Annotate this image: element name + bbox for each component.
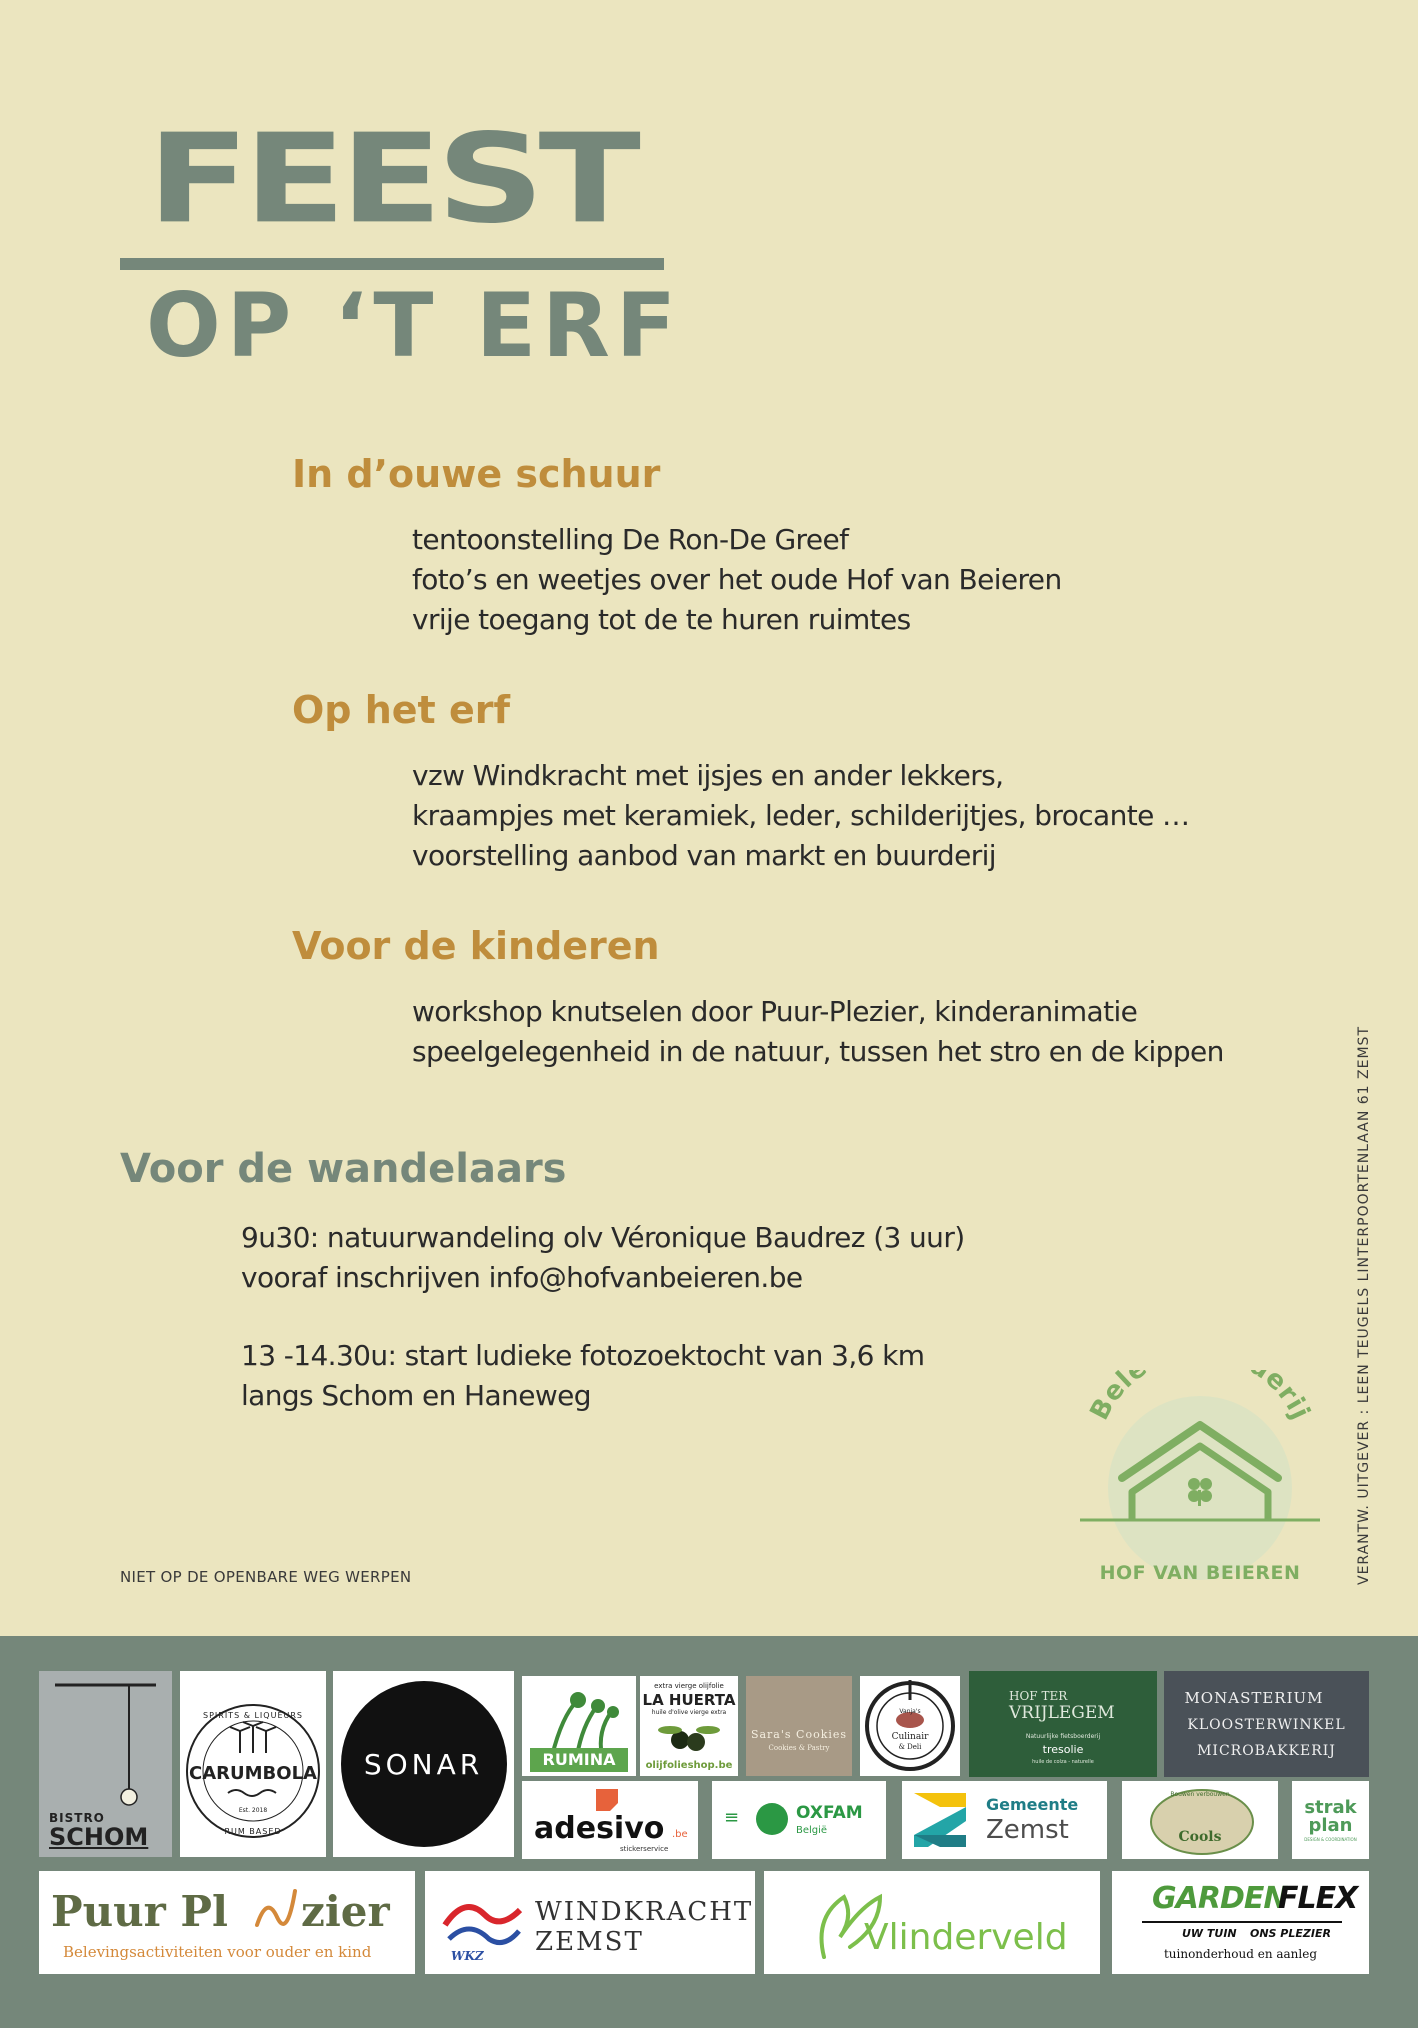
vrijlegem-brand: tresolie	[1042, 1743, 1084, 1756]
cools-oval	[1150, 1789, 1254, 1855]
section-body-schuur	[412, 520, 1062, 640]
carumbola-ring-bottom: RUM BASED	[224, 1827, 282, 1836]
gardenflex-tag-2: ONS PLEZIER	[1250, 1927, 1331, 1940]
section-body-kinderen	[412, 992, 1224, 1072]
rumina-text: RUMINA	[542, 1750, 616, 1769]
title-sub: OP ‘T ERF	[146, 274, 683, 377]
walkers-line: vooraf inschrijven info@hofvanbeieren.be	[241, 1261, 803, 1294]
vrijlegem-sub: Natuurlijke fietsboerderij	[1025, 1733, 1101, 1740]
sonar-text: SONAR	[363, 1747, 484, 1781]
gardenflex-sub: tuinonderhoud en aanleg	[1163, 1947, 1318, 1961]
walkers-line: 13 -14.30u: start ludieke fotozoektocht van 3,6 km	[241, 1339, 925, 1372]
carumbola-ring-top: SPIRITS & LIQUEURS	[203, 1711, 303, 1720]
sponsor-bistro-schom	[39, 1671, 172, 1857]
sponsor-la-huerta	[640, 1676, 738, 1776]
section-body-erf	[412, 756, 1189, 876]
sponsor-hof-ter-vrijlegem	[969, 1671, 1157, 1777]
gardenflex-main-2: FLEX	[1278, 1881, 1358, 1916]
section-heading-wandelaars: Voor de wandelaars	[120, 1146, 567, 1192]
culinair-sub: & Deli	[898, 1743, 922, 1751]
section-line: workshop knutselen door Puur-Plezier, kinderanimatie	[412, 995, 1138, 1028]
zemst-top: Gemeente	[986, 1795, 1079, 1814]
sponsor-vlinderveld	[764, 1871, 1100, 1974]
section-line: vzw Windkracht met ijsjes en ander lekkers,	[412, 759, 1004, 792]
adesivo-main: adesivo	[534, 1811, 665, 1846]
oxfam-sub: België	[796, 1825, 828, 1836]
section-line: voorstelling aanbod van markt en buurderij	[412, 839, 996, 872]
walkers-body	[241, 1218, 965, 1416]
section-line: kraampjes met keramiek, leder, schilderijtjes, brocante …	[412, 799, 1190, 832]
publisher-line: VERANTW. UITGEVER : LEEN TEUGELS LINTERPOORTENLAAN 61 ZEMST	[1356, 1026, 1372, 1585]
section-line: vrije toegang tot de te huren ruimtes	[412, 603, 911, 636]
carumbola-main: CARUMBOLA	[189, 1763, 317, 1784]
gardenflex-tag-1: UW TUIN	[1182, 1927, 1237, 1940]
section-line: foto’s en weetjes over het oude Hof van Beieren	[412, 563, 1062, 596]
sponsor-gardenflex	[1112, 1871, 1369, 1974]
oxfam-logo-icon	[756, 1803, 788, 1835]
sponsor-carumbola	[180, 1671, 326, 1857]
vrijlegem-top: HOF TER	[1009, 1689, 1068, 1703]
zemst-z-icon	[910, 1789, 970, 1851]
bistro-main: SCHOM	[49, 1823, 149, 1851]
puur-main-2: zier	[301, 1887, 390, 1936]
olive-icon	[640, 1718, 738, 1758]
adesivo-tld: .be	[672, 1829, 688, 1840]
bistro-top: BISTRO	[49, 1811, 105, 1825]
hof-van-beieren-logo	[1080, 1370, 1320, 1590]
saras-main: Sara's Cookies	[750, 1728, 848, 1741]
cools-main: Cools	[1178, 1829, 1222, 1845]
windkracht-l2: ZEMST	[535, 1927, 644, 1957]
sponsor-sonar	[333, 1671, 514, 1857]
title-main: FEEST	[147, 108, 635, 251]
wkz-badge: WKZ	[451, 1949, 484, 1963]
lahuerta-top: extra vierge olijfolie	[654, 1682, 724, 1690]
section-line: speelgelegenheid in de natuur, tussen het stro en de kippen	[412, 1035, 1224, 1068]
farmhouse-icon	[1080, 1370, 1320, 1590]
sonar-disc	[341, 1681, 507, 1847]
puur-sub: Belevingsactiviteiten voor ouder en kind	[63, 1943, 372, 1961]
vlinderveld-text: Vlinderveld	[864, 1917, 1068, 1958]
sponsor-saras-cookies	[746, 1676, 852, 1776]
saras-sub: Cookies & Pastry	[768, 1744, 830, 1752]
culinair-main: Culinair	[891, 1732, 929, 1742]
strakplan-sub: DESIGN & COORDINATION	[1304, 1837, 1357, 1842]
section-line: tentoonstelling De Ron-De Greef	[412, 523, 849, 556]
section-heading-kinderen: Voor de kinderen	[292, 924, 660, 968]
walkers-line: langs Schom en Haneweg	[241, 1379, 591, 1412]
section-heading-schuur: In d’ouwe schuur	[292, 452, 661, 496]
culinair-top: Vanja's	[899, 1708, 921, 1715]
menu-lines-icon: ≡	[724, 1807, 740, 1828]
zemst-main: Zemst	[986, 1815, 1069, 1845]
lahuerta-sub: huile d'olive vierge extra	[651, 1709, 727, 1716]
sponsor-cools	[1122, 1781, 1278, 1859]
vrijlegem-tag: huile de colza - naturelle	[1032, 1759, 1094, 1765]
title-underline	[120, 258, 664, 270]
footer-note: NIET OP DE OPENBARE WEG WERPEN	[120, 1568, 412, 1586]
sponsor-gemeente-zemst	[902, 1781, 1107, 1859]
sponsor-culinair	[860, 1676, 960, 1776]
carumbola-est: Est. 2018	[238, 1807, 268, 1814]
windkracht-l1: WINDKRACHT	[535, 1897, 754, 1927]
sponsor-oxfam	[712, 1781, 886, 1859]
culinair-emblem-icon	[860, 1676, 960, 1776]
cools-top: Bouwen verbouwen	[1170, 1791, 1230, 1798]
sponsor-windkracht-zemst	[425, 1871, 755, 1974]
logo-name: HOF VAN BEIEREN	[1099, 1562, 1301, 1584]
title-feest	[118, 108, 664, 278]
section-heading-erf: Op het erf	[292, 688, 510, 732]
sponsor-adesivo	[522, 1781, 698, 1859]
oxfam-main: OXFAM	[796, 1803, 863, 1823]
sponsor-rumina	[522, 1676, 636, 1776]
puur-main: Puur Pl	[51, 1887, 228, 1936]
sponsor-strakplan	[1292, 1781, 1369, 1859]
monasterium-l1: MONASTERIUM	[1184, 1689, 1324, 1707]
monasterium-l3: MICROBAKKERIJ	[1197, 1743, 1336, 1759]
gardenflex-main-1: GARDEN	[1152, 1881, 1288, 1916]
lahuerta-site: olijfolieshop.be	[645, 1760, 733, 1771]
adesivo-sub: stickerservice	[620, 1845, 669, 1853]
monasterium-l2: KLOOSTERWINKEL	[1187, 1717, 1346, 1733]
sponsor-monasterium	[1164, 1671, 1369, 1777]
lahuerta-main: LA HUERTA	[642, 1691, 736, 1709]
gardenflex-rule	[1142, 1921, 1342, 1923]
strakplan-l2: plan	[1308, 1815, 1353, 1836]
walkers-line: 9u30: natuurwandeling olv Véronique Baudrez (3 uur)	[241, 1221, 965, 1254]
sponsor-puur-plezier	[39, 1871, 415, 1974]
logo-arc-text: Bel erij	[1084, 1370, 1316, 1425]
vrijlegem-main: VRIJLEGEM	[1009, 1703, 1115, 1723]
puur-swirl-icon	[251, 1885, 301, 1935]
strakplan-l1: strak	[1304, 1797, 1357, 1818]
